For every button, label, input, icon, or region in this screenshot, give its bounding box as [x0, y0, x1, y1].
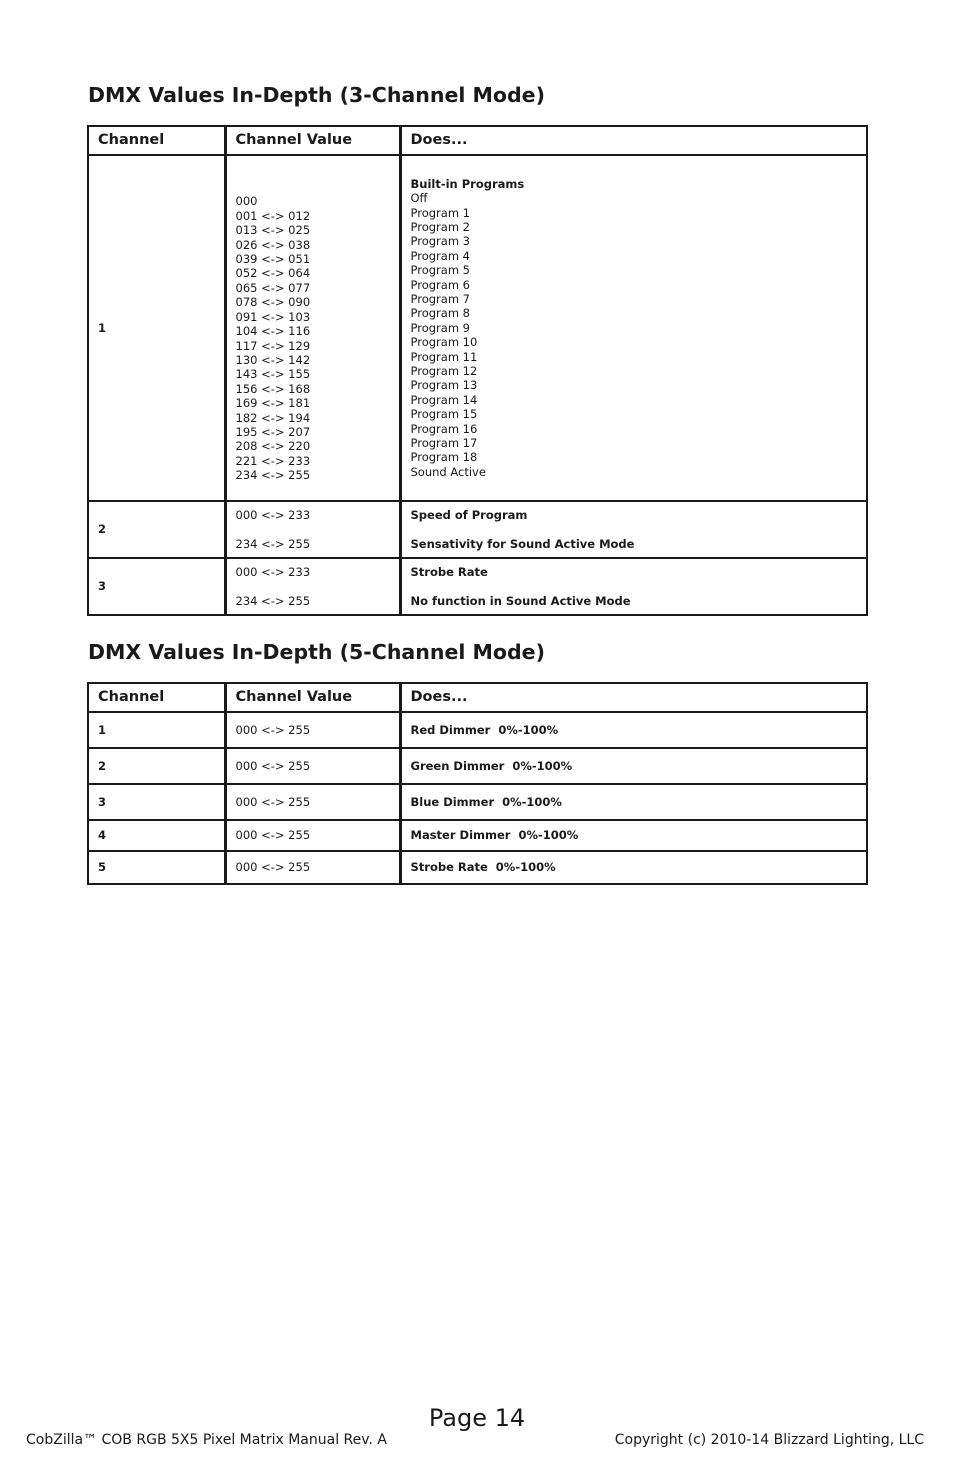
does-item: Program 2	[410, 219, 470, 234]
channel-value-cell: 000 <-> 255	[225, 712, 400, 748]
table-header-row	[88, 683, 867, 712]
channel-value-item: 104 <-> 116	[235, 324, 311, 339]
channel-value-item: 234 <-> 255	[235, 468, 311, 483]
does-item: Program 10	[410, 335, 478, 350]
does-b: Sensativity for Sound Active Mode	[410, 536, 635, 551]
table-header-row	[88, 126, 867, 155]
channel-value-item: 000	[235, 194, 258, 209]
channel-value-cell: 000 <-> 255	[225, 820, 400, 851]
channel-cell: 3	[88, 784, 225, 820]
section-title-5-channel: DMX Values In-Depth (5-Channel Mode)	[88, 640, 545, 664]
channel-value-item: 117 <-> 129	[235, 338, 311, 353]
channel-value-item: 208 <-> 220	[235, 439, 311, 454]
does-item: Program 13	[410, 378, 478, 393]
table-row	[88, 851, 867, 884]
page-number: Page 14	[428, 1404, 526, 1432]
does-item: Program 7	[410, 291, 470, 306]
channel-cell: 2	[88, 748, 225, 784]
channel-value-a: 000 <-> 233	[235, 564, 311, 579]
does-item: Program 8	[410, 306, 470, 321]
does-item: Program 11	[410, 349, 478, 364]
does-list	[411, 177, 858, 480]
channel-cell: 5	[88, 851, 225, 884]
does-b: No function in Sound Active Mode	[410, 593, 631, 608]
does-title: Built-in Programs	[410, 176, 525, 191]
does-item: Program 9	[410, 320, 470, 335]
does-item: Program 18	[410, 450, 478, 465]
channel-value-b: 234 <-> 255	[235, 536, 311, 551]
channel-value-cell	[225, 558, 400, 615]
does-item: Program 12	[410, 364, 478, 379]
header-does: Does...	[400, 683, 867, 712]
header-does: Does...	[400, 126, 867, 155]
does-item: Off	[410, 191, 428, 206]
dmx-table-5-channel	[87, 682, 868, 885]
channel-value-item: 195 <-> 207	[235, 424, 311, 439]
does-cell: Blue Dimmer 0%-100%	[400, 784, 867, 820]
channel-value-item: 130 <-> 142	[235, 352, 311, 367]
channel-value-item: 091 <-> 103	[235, 309, 311, 324]
does-cell: Master Dimmer 0%-100%	[400, 820, 867, 851]
does-item: Program 5	[410, 263, 470, 278]
channel-value-item: 143 <-> 155	[235, 367, 311, 382]
channel-value-b: 234 <-> 255	[235, 593, 311, 608]
does-item: Program 1	[410, 205, 470, 220]
channel-value-a: 000 <-> 233	[235, 507, 311, 522]
footer-manual-title: CobZilla™ COB RGB 5X5 Pixel Matrix Manual Rev. A	[26, 1432, 387, 1448]
footer-copyright: Copyright (c) 2010-14 Blizzard Lighting, LLC	[614, 1432, 924, 1448]
channel-value-item: 078 <-> 090	[235, 295, 311, 310]
does-cell: Green Dimmer 0%-100%	[400, 748, 867, 784]
channel-value-item: 052 <-> 064	[235, 266, 311, 281]
does-cell	[400, 558, 867, 615]
table-row	[88, 155, 867, 501]
table-row	[88, 784, 867, 820]
header-channel: Channel	[88, 683, 225, 712]
channel-value-item: 169 <-> 181	[235, 396, 311, 411]
channel-value-item: 221 <-> 233	[235, 453, 311, 468]
channel-cell: 2	[88, 501, 225, 558]
channel-cell: 3	[88, 558, 225, 615]
does-item: Program 4	[410, 248, 470, 263]
does-item: Program 6	[410, 277, 470, 292]
does-a: Speed of Program	[410, 507, 528, 522]
does-cell	[400, 155, 867, 501]
channel-value-item: 013 <-> 025	[235, 223, 311, 238]
header-channel-value: Channel Value	[225, 683, 400, 712]
channel-value-item: 001 <-> 012	[235, 208, 311, 223]
table-row	[88, 712, 867, 748]
does-a: Strobe Rate	[410, 564, 488, 579]
channel-value-cell	[225, 501, 400, 558]
does-cell: Red Dimmer 0%-100%	[400, 712, 867, 748]
channel-value-cell: 000 <-> 255	[225, 748, 400, 784]
channel-value-list	[236, 173, 390, 482]
header-channel-value: Channel Value	[225, 126, 400, 155]
channel-value-cell: 000 <-> 255	[225, 784, 400, 820]
does-item: Program 16	[410, 421, 478, 436]
channel-value-item: 156 <-> 168	[235, 381, 311, 396]
does-item: Program 3	[410, 234, 470, 249]
channel-value-cell: 000 <-> 255	[225, 851, 400, 884]
does-item: Program 17	[410, 436, 478, 451]
does-cell	[400, 501, 867, 558]
channel-cell: 4	[88, 820, 225, 851]
does-cell: Strobe Rate 0%-100%	[400, 851, 867, 884]
does-item: Program 14	[410, 392, 478, 407]
does-item: Sound Active	[410, 464, 486, 479]
channel-value-item: 182 <-> 194	[235, 410, 311, 425]
table-row	[88, 558, 867, 615]
channel-value-item: 039 <-> 051	[235, 252, 311, 267]
header-channel: Channel	[88, 126, 225, 155]
table-row	[88, 820, 867, 851]
channel-cell: 1	[88, 712, 225, 748]
channel-value-cell	[225, 155, 400, 501]
table-row	[88, 501, 867, 558]
channel-cell: 1	[88, 155, 225, 501]
section-title-3-channel: DMX Values In-Depth (3-Channel Mode)	[88, 83, 545, 107]
does-item: Program 15	[410, 407, 478, 422]
dmx-table-3-channel	[87, 125, 868, 616]
channel-value-item: 026 <-> 038	[235, 237, 311, 252]
table-row	[88, 748, 867, 784]
channel-value-item: 065 <-> 077	[235, 280, 311, 295]
